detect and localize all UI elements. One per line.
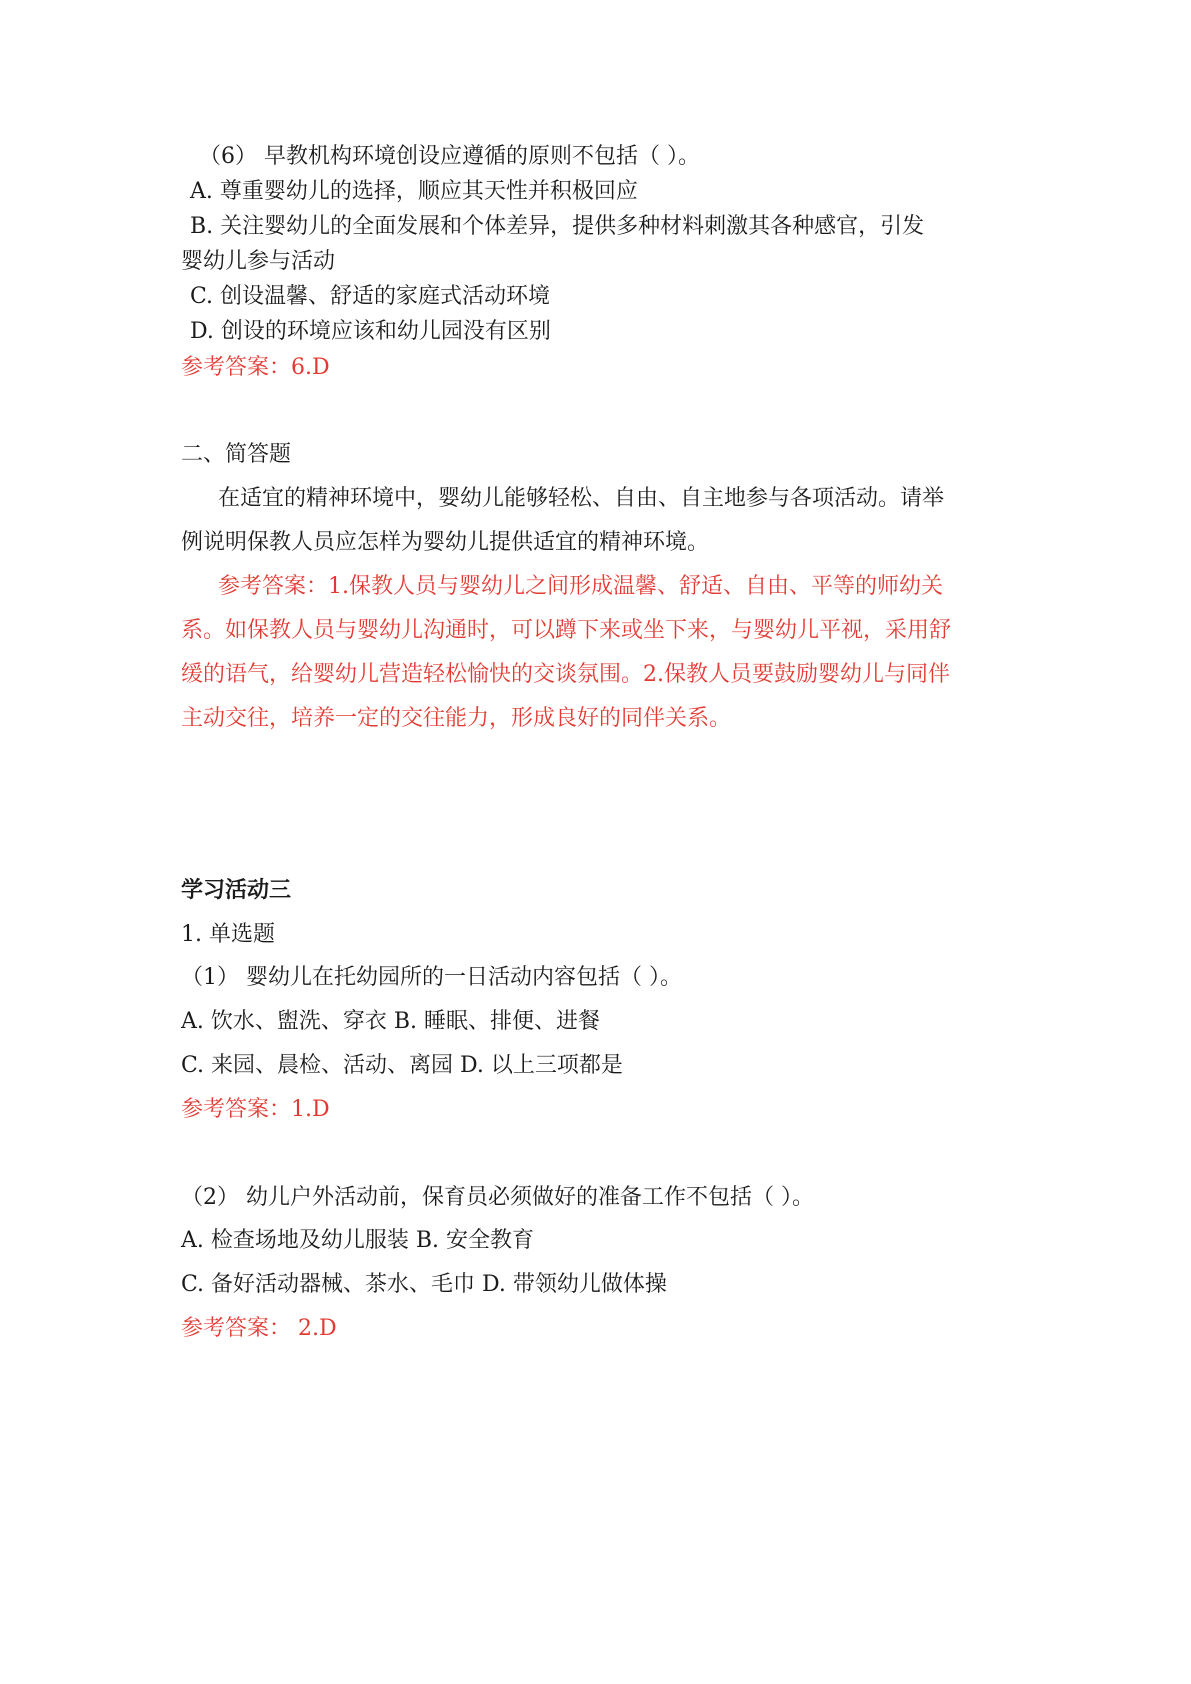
- question-6-option-c: C. 创设温馨、舒适的家庭式活动环境: [190, 284, 551, 309]
- short-answer-question-cont: 例说明保教人员应怎样为婴幼儿提供适宜的精神环境。: [181, 530, 710, 555]
- short-answer-question: 在适宜的精神环境中，婴幼儿能够轻松、自由、自主地参与各项活动。请举: [218, 486, 945, 511]
- question-6-option-b: B. 关注婴幼儿的全面发展和个体差异，提供多种材料刺激其各种感官，引发: [190, 214, 925, 239]
- question-1-stem: （1） 婴幼儿在托幼园所的一日活动内容包括（ ）。: [181, 965, 682, 990]
- section-heading-short-answer: 二、简答题: [181, 442, 292, 467]
- short-answer-answer-cont-3: 主动交往，培养一定的交往能力，形成良好的同伴关系。: [181, 706, 732, 731]
- question-6-option-d: D. 创设的环境应该和幼儿园没有区别: [190, 319, 551, 344]
- question-6-option-a: A. 尊重婴幼儿的选择，顺应其天性并积极回应: [190, 179, 638, 204]
- question-2-options-cd: C. 备好活动器械、茶水、毛巾 D. 带领幼儿做体操: [181, 1272, 667, 1297]
- question-6-stem: （6） 早教机构环境创设应遵循的原则不包括（ ）。: [199, 144, 700, 169]
- question-1-answer: 参考答案：1.D: [181, 1097, 330, 1122]
- subsection-single-choice: 1. 单选题: [181, 922, 275, 947]
- learning-activity-title: 学习活动三: [181, 878, 292, 903]
- question-1-options-ab: A. 饮水、盥洗、穿衣 B. 睡眠、排便、进餐: [181, 1009, 601, 1034]
- short-answer-answer-cont-1: 系。如保教人员与婴幼儿沟通时，可以蹲下来或坐下来，与婴幼儿平视，采用舒: [181, 618, 952, 643]
- question-6-option-b-cont: 婴幼儿参与活动: [181, 249, 336, 274]
- short-answer-answer-cont-2: 缓的语气，给婴幼儿营造轻松愉快的交谈氛围。2.保教人员要鼓励婴幼儿与同伴: [181, 662, 950, 687]
- question-6-answer: 参考答案：6.D: [181, 355, 330, 380]
- question-2-options-ab: A. 检查场地及幼儿服装 B. 安全教育: [181, 1228, 535, 1253]
- question-1-options-cd: C. 来园、晨检、活动、离园 D. 以上三项都是: [181, 1053, 623, 1078]
- short-answer-answer: 参考答案：1.保教人员与婴幼儿之间形成温馨、舒适、自由、平等的师幼关: [218, 574, 943, 599]
- question-2-answer: 参考答案： 2.D: [181, 1316, 337, 1341]
- question-2-stem: （2） 幼儿户外活动前，保育员必须做好的准备工作不包括（ ）。: [181, 1185, 814, 1210]
